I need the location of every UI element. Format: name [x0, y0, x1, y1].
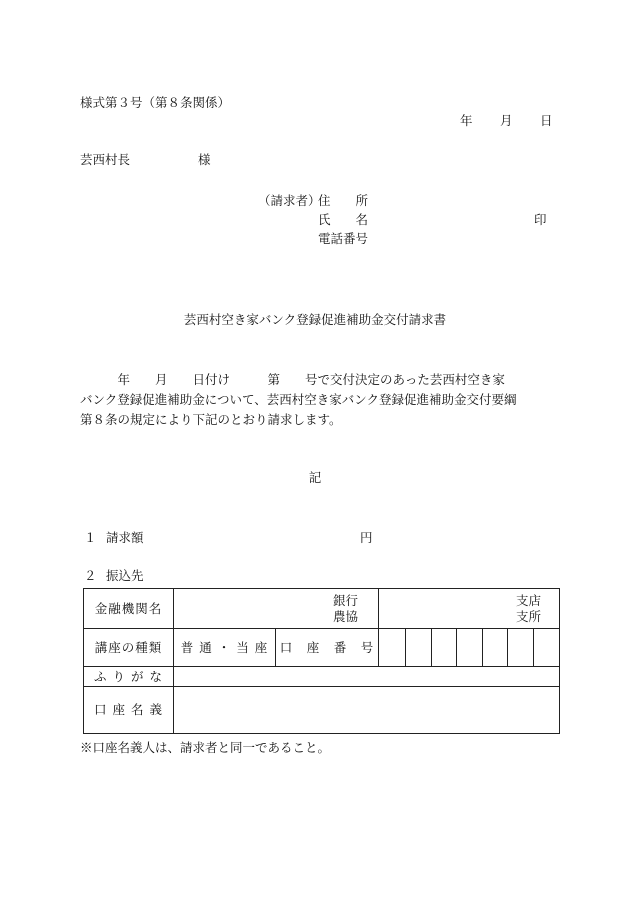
account-type-row — [84, 629, 560, 667]
requester-phone-label: 電話番号 — [318, 231, 369, 246]
furigana-row — [84, 667, 560, 687]
requester-role-label: （請求者） — [258, 193, 321, 208]
account-digit-5[interactable] — [483, 629, 508, 667]
body-line-2: バンク登録促進補助金について、芸西村空き家バンク登録促進補助金交付要綱 — [80, 392, 517, 407]
account-digit-2[interactable] — [406, 629, 432, 667]
institution-label: 金融機関名 — [84, 589, 174, 629]
date-day: 日 — [540, 113, 553, 128]
account-digit-7[interactable] — [534, 629, 560, 667]
account-number-label: 口 座 番 号 — [276, 629, 379, 667]
request-body — [80, 370, 550, 430]
institution-name-cell[interactable] — [174, 589, 379, 629]
account-holder-row — [84, 687, 560, 734]
account-digit-3[interactable] — [432, 629, 457, 667]
item2-label: 振込先 — [106, 568, 144, 583]
bank-transfer-table — [83, 588, 560, 734]
coop-suffix: 農協 — [333, 608, 359, 624]
item1-label: 請求額 — [106, 530, 144, 545]
seal-mark: 印 — [534, 212, 547, 227]
branch-suffix: 支店 — [516, 592, 542, 608]
branch-name-cell[interactable] — [379, 589, 560, 629]
requester-name-label: 氏 名 — [318, 212, 369, 227]
item2-number: ２ — [84, 568, 97, 583]
account-holder-label: 口 座 名 義 — [84, 687, 174, 734]
bank-suffix: 銀行 — [333, 592, 359, 608]
branch-office-suffix: 支所 — [516, 608, 542, 624]
body-line-3: 第８条の規定により下記のとおり請求します。 — [80, 412, 342, 427]
form-number: 様式第３号（第８条関係） — [80, 95, 231, 110]
furigana-label: ふ り が な — [84, 667, 174, 687]
date-year: 年 — [460, 113, 473, 128]
body-line-1: 年 月 日付け 第 号で交付決定のあった芸西村空き家 — [80, 372, 505, 387]
institution-row — [84, 589, 560, 629]
account-digit-1[interactable] — [379, 629, 406, 667]
requester-address-label: 住 所 — [318, 193, 369, 208]
account-type-label: 講座の種類 — [84, 629, 174, 667]
document-title: 芸西村空き家バンク登録促進補助金交付請求書 — [183, 312, 447, 327]
furigana-field[interactable] — [174, 667, 560, 687]
addressee-name: 芸西村長 — [80, 152, 131, 167]
item1-unit: 円 — [360, 530, 373, 545]
account-digit-6[interactable] — [508, 629, 534, 667]
date-month: 月 — [500, 113, 513, 128]
addressee-honorific: 様 — [198, 152, 211, 167]
account-type-value[interactable]: 普 通 ・ 当 座 — [174, 629, 276, 667]
item1-number: １ — [84, 530, 97, 545]
ki-marker: 記 — [308, 470, 322, 485]
note-text: ※口座名義人は、請求者と同一であること。 — [80, 740, 331, 755]
account-digit-4[interactable] — [457, 629, 483, 667]
account-holder-field[interactable] — [174, 687, 560, 734]
